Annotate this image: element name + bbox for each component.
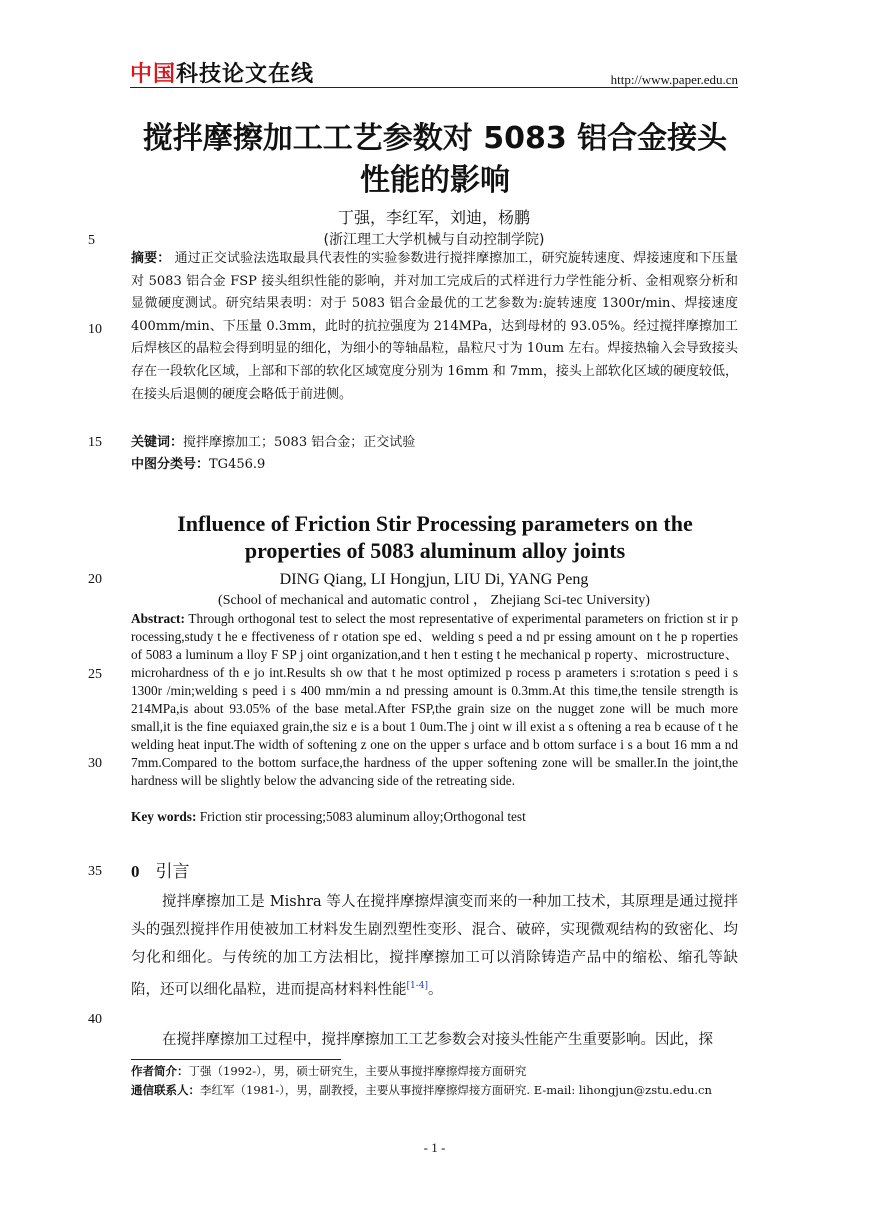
intro-p1-end: 。 (428, 981, 443, 998)
line-number-30: 30 (88, 756, 102, 771)
affiliation-cn: (浙江理工大学机械与自动控制学院) (323, 232, 545, 248)
affiliation-en: (School of mechanical and automatic control ， Zhejiang Sci-tec University) (218, 593, 650, 608)
footnote-author-text: 丁强（1992-），男，硕士研究生，主要从事搅拌摩擦焊接方面研究 (188, 1064, 527, 1078)
footnote-contact-text: 李红军（1981-），男，副教授，主要从事搅拌摩擦焊接方面研究. E-mail: lihongjun@zstu.edu.cn (200, 1083, 712, 1097)
header-url[interactable]: http://www.paper.edu.cn (610, 72, 738, 87)
line-number-10: 10 (88, 322, 102, 337)
journal-logo (130, 62, 314, 88)
abstract-en-label: Abstract: (131, 611, 185, 626)
footnote-contact (131, 1082, 771, 1099)
line-number-40: 40 (88, 1012, 102, 1027)
keywords-en-label: Key words: (131, 809, 197, 824)
logo-text-china: 中国 (130, 62, 177, 87)
logo-text-sci: 科技论文在线 (176, 62, 315, 87)
abstract-en (131, 610, 738, 790)
title-en-line1: Influence of Friction Stir Processing parameters on the (177, 511, 693, 536)
intro-paragraph-2: 在搅拌摩擦加工过程中，搅拌摩擦加工工艺参数会对接头性能产生重要影响。因此，探 (162, 1032, 713, 1048)
footnote-author-label: 作者简介： (131, 1064, 189, 1078)
paper-title-en (100, 510, 770, 564)
title-cn-line1: 搅拌摩擦加工工艺参数对 5083 铝合金接头 (142, 121, 728, 156)
footnote-contact-label: 通信联系人： (131, 1083, 200, 1097)
line-number-15: 15 (88, 435, 102, 450)
classification-cn (131, 454, 738, 477)
line-number-20: 20 (88, 572, 102, 587)
abstract-en-text: Through orthogonal test to select the most representative of experimental parameters on friction st ir p rocessing,study t he e ffectiveness of r otation spe ed、welding s peed a nd pr essing amount on t he p roperties of 5083 a luminum a lloy F SP j oint organization,and t hen t esting t he mechanical p roperty、microstructure、microhardness of th e jo int.Results sh ow that t he most optimized p rocess p arameters i s:rotation s peed i s 1300r /min;welding s peed i s 400 mm/min a nd pressing amount is 0.3mm.At this time,the tensile strength is 214MPa,is about 93.05% of the base metal.After FSP,the grain size on the nugget zone will be much more small,it is the fine equiaxed grain,the siz e is a bout 1 0um.The j oint w ill exist a s oftening a rea b ecause of t he welding heat input.The width of softening z one on the upper s urface and b ottom surface i s a bout 16 mm a nd 7mm.Compared to the bottom surface,the hardness of the upper softening zone will be smaller.In the joint,the hardness will be slightly below the advancing side of the retreating side. (131, 611, 738, 788)
classification-cn-text: TG456.9 (209, 457, 266, 472)
page-number: - 1 - (423, 1140, 446, 1155)
section-number: 0 (131, 862, 140, 881)
footnote-rule (131, 1059, 341, 1060)
line-number-25: 25 (88, 667, 102, 682)
line-number-35: 35 (88, 864, 102, 879)
keywords-en-text: Friction stir processing;5083 aluminum alloy;Orthogonal test (196, 809, 526, 824)
section-heading (131, 861, 190, 883)
keywords-en (131, 808, 526, 826)
keywords-cn (131, 432, 738, 455)
line-number-5: 5 (88, 233, 95, 248)
header-rule (130, 87, 738, 88)
intro-paragraph-1 (131, 888, 738, 1004)
authors-en: DING Qiang, LI Hongjun, LIU Di, YANG Peng (279, 571, 589, 588)
intro-p1-text: 搅拌摩擦加工是 Mishra 等人在搅拌摩擦焊演变而来的一种加工技术，其原理是通过搅拌头的强烈搅拌作用使被加工材料发生剧烈塑性变形、混合、破碎，实现微观结构的致密化、均匀化和细化。与传统的加工方法相比，搅拌摩擦加工可以消除铸造产品中的缩松、缩孔等缺陷，还可以细化晶粒，进而提高材料料性能 (131, 894, 738, 998)
title-cn-line2: 性能的影响 (360, 163, 510, 198)
citation-ref[interactable]: [1-4] (406, 981, 429, 991)
paper-title-cn (100, 118, 770, 202)
keywords-cn-label: 关键词： (131, 435, 184, 450)
classification-cn-label: 中图分类号： (131, 457, 210, 472)
abstract-cn (131, 248, 738, 406)
footnote-author (131, 1063, 771, 1080)
authors-cn: 丁强，李红军，刘迪，杨鹏 (337, 208, 530, 227)
abstract-cn-text: 通过正交试验法选取最具代表性的实验参数进行搅拌摩擦加工，研究旋转速度、焊接速度和下压量对 5083 铝合金 FSP 接头组织性能的影响，并对加工完成后的式样进行力学性能分析、金相观察分析和显微硬度测试。研究结果表明：对于 5083 铝合金最优的工艺参数为:旋转速度 1300r/min、焊接速度 400mm/min、下压量 0.3mm，此时的抗拉强度为 214MPa，达到母材的 93.05%。经过搅拌摩擦加工后焊核区的晶粒会得到明显的细化，为细小的等轴晶粒，晶粒尺寸为 10um 左右。焊接热输入会导致接头存在一段软化区域，上部和下部的软化区域宽度分别为 16mm 和 7mm，接头上部软化区域的硬度较低，在接头后退侧的硬度会略低于前进侧。 (131, 251, 738, 402)
title-en-line2: properties of 5083 aluminum alloy joints (244, 538, 626, 563)
abstract-cn-label: 摘要： (131, 251, 171, 266)
keywords-cn-text: 搅拌摩擦加工；5083 铝合金；正交试验 (183, 435, 416, 450)
section-title: 引言 (155, 862, 190, 882)
